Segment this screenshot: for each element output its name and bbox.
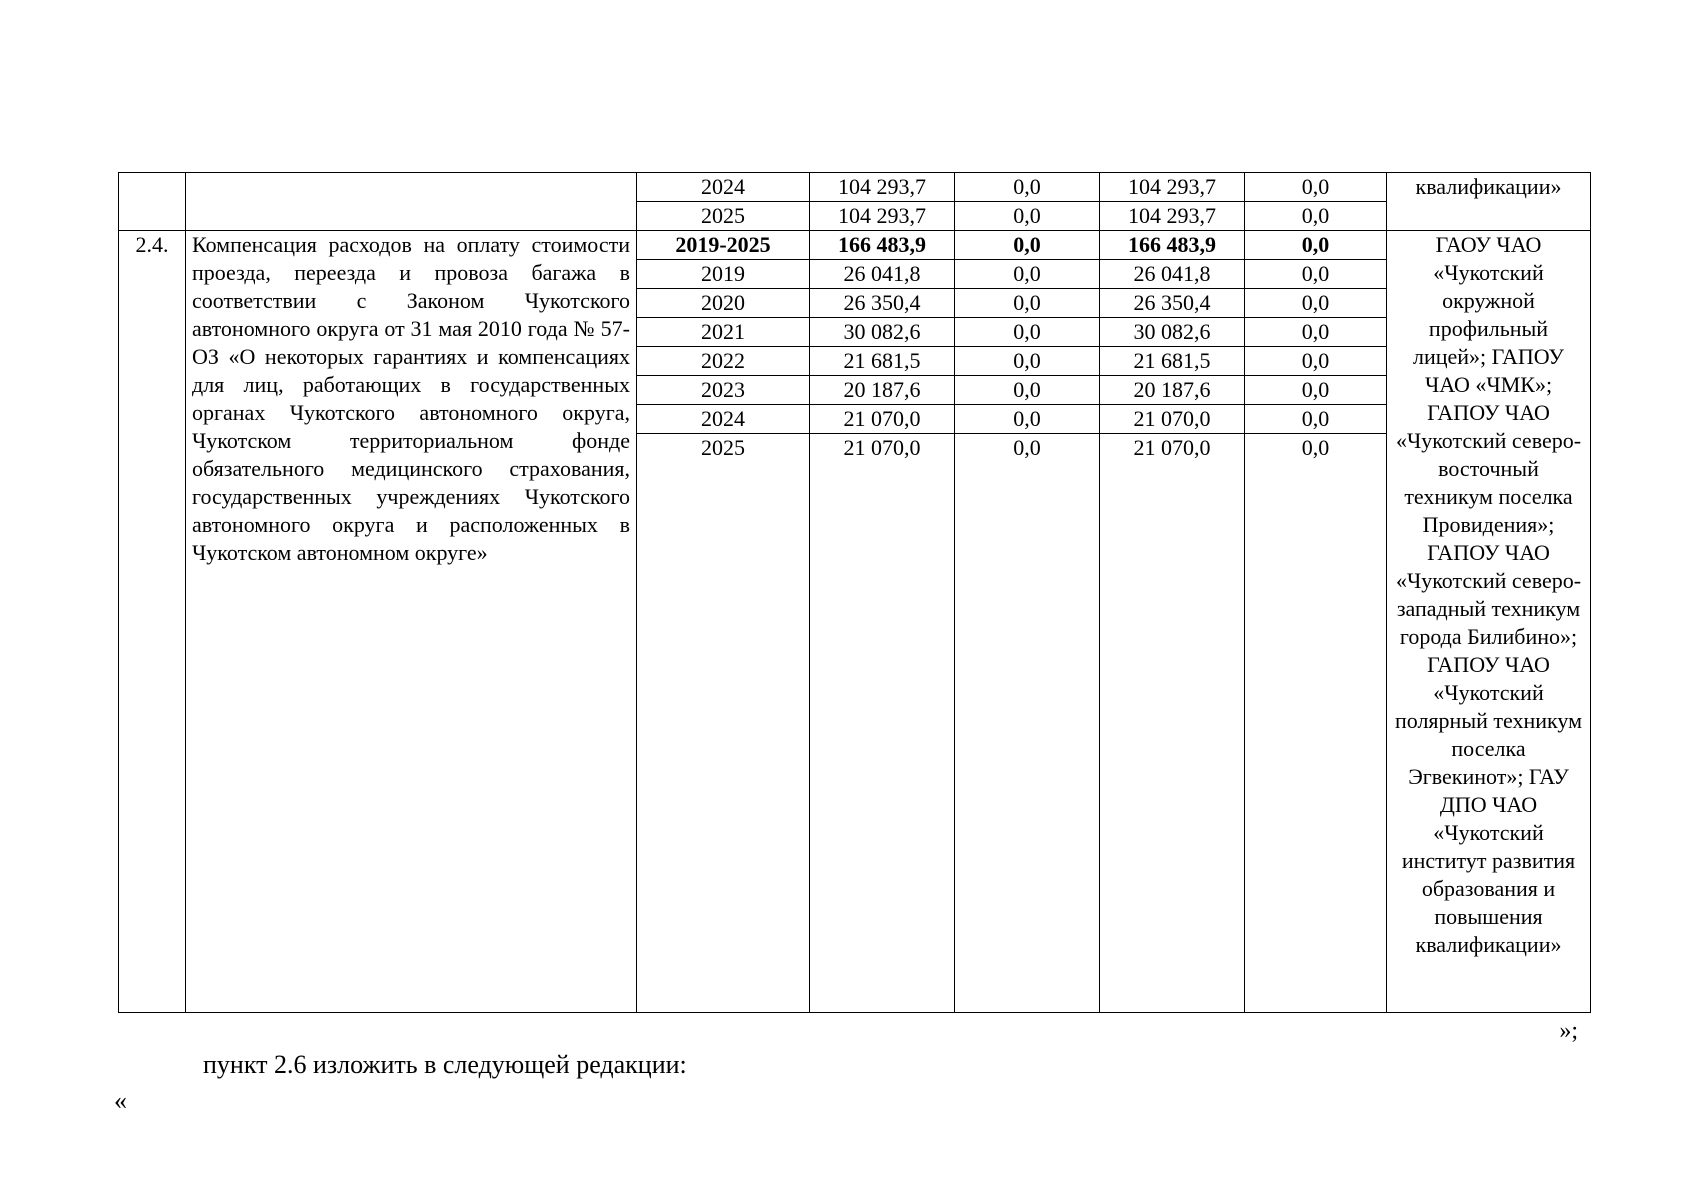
federal-budget-cell: 0,0	[955, 260, 1100, 289]
opening-quote-mark: «	[114, 1086, 127, 1115]
year-cell: 2019	[637, 260, 810, 289]
total-cell: 30 082,6	[810, 318, 955, 347]
district-budget-cell: 166 483,9	[1100, 231, 1245, 260]
total-cell: 166 483,9	[810, 231, 955, 260]
item-description: Компенсация расходов на оплату стоимости проезда, переезда и провоза багажа в соответствии с Законом Чукотского автономного округа от 31 мая 2010 года № 57-ОЗ «О некоторых гарантиях и компенсациях для лиц, работающих в государственных органах Чукотского автономного округа, Чукотском территориальном фонде обязательного медицинского страхования, государственных учреждениях Чукотского автономного округа и расположенных в Чукотском автономном округе»	[186, 231, 637, 1013]
year-cell: 2024	[637, 173, 810, 202]
federal-budget-cell: 0,0	[955, 173, 1100, 202]
total-cell: 20 187,6	[810, 376, 955, 405]
district-budget-cell: 21 070,0	[1100, 405, 1245, 434]
other-sources-cell: 0,0	[1245, 260, 1387, 289]
federal-budget-cell: 0,0	[955, 376, 1100, 405]
other-sources-cell: 0,0	[1245, 376, 1387, 405]
total-cell: 26 041,8	[810, 260, 955, 289]
district-budget-cell: 26 350,4	[1100, 289, 1245, 318]
year-cell: 2024	[637, 405, 810, 434]
year-range-cell: 2019-2025	[637, 231, 810, 260]
district-budget-cell: 104 293,7	[1100, 202, 1245, 231]
other-sources-cell: 0,0	[1245, 405, 1387, 434]
table-row-summary	[119, 231, 1591, 260]
year-cell: 2022	[637, 347, 810, 376]
closing-quote-mark: »;	[1559, 1018, 1578, 1044]
federal-budget-cell: 0,0	[955, 405, 1100, 434]
federal-budget-cell: 0,0	[955, 347, 1100, 376]
responsible-cell-continued: квалификации»	[1387, 173, 1591, 231]
district-budget-cell: 21 681,5	[1100, 347, 1245, 376]
total-cell: 21 070,0	[810, 434, 955, 1013]
district-budget-cell: 21 070,0	[1100, 434, 1245, 1013]
federal-budget-cell: 0,0	[955, 318, 1100, 347]
other-sources-cell: 0,0	[1245, 347, 1387, 376]
year-cell: 2023	[637, 376, 810, 405]
year-cell: 2021	[637, 318, 810, 347]
other-sources-cell: 0,0	[1245, 202, 1387, 231]
responsible-executors: ГАОУ ЧАО «Чукотский окружной профильный лицей»; ГАПОУ ЧАО «ЧМК»; ГАПОУ ЧАО «Чукотский северо-восточный техникум поселка Провидения»; ГАПОУ ЧАО «Чукотский северо-западный техникум города Билибино»; ГАПОУ ЧАО «Чукотский полярный техникум поселка Эгвекинот»; ГАУ ДПО ЧАО «Чукотский институт развития образования и повышения квалификации»	[1387, 231, 1591, 1013]
district-budget-cell: 26 041,8	[1100, 260, 1245, 289]
desc-cell-empty	[186, 173, 637, 231]
total-cell: 104 293,7	[810, 173, 955, 202]
num-cell-empty	[119, 173, 186, 231]
federal-budget-cell: 0,0	[955, 434, 1100, 1013]
paragraph-text: пункт 2.6 изложить в следующей редакции:	[203, 1050, 687, 1079]
federal-budget-cell: 0,0	[955, 202, 1100, 231]
year-cell: 2025	[637, 434, 810, 1013]
district-budget-cell: 104 293,7	[1100, 173, 1245, 202]
table-row	[119, 173, 1591, 202]
other-sources-cell: 0,0	[1245, 318, 1387, 347]
year-cell: 2025	[637, 202, 810, 231]
total-cell: 21 681,5	[810, 347, 955, 376]
district-budget-cell: 30 082,6	[1100, 318, 1245, 347]
other-sources-cell: 0,0	[1245, 173, 1387, 202]
other-sources-cell: 0,0	[1245, 231, 1387, 260]
district-budget-cell: 20 187,6	[1100, 376, 1245, 405]
program-table	[118, 172, 1591, 1013]
federal-budget-cell: 0,0	[955, 231, 1100, 260]
other-sources-cell: 0,0	[1245, 289, 1387, 318]
total-cell: 21 070,0	[810, 405, 955, 434]
other-sources-cell: 0,0	[1245, 434, 1387, 1013]
total-cell: 104 293,7	[810, 202, 955, 231]
item-number: 2.4.	[119, 231, 186, 1013]
year-cell: 2020	[637, 289, 810, 318]
federal-budget-cell: 0,0	[955, 289, 1100, 318]
total-cell: 26 350,4	[810, 289, 955, 318]
